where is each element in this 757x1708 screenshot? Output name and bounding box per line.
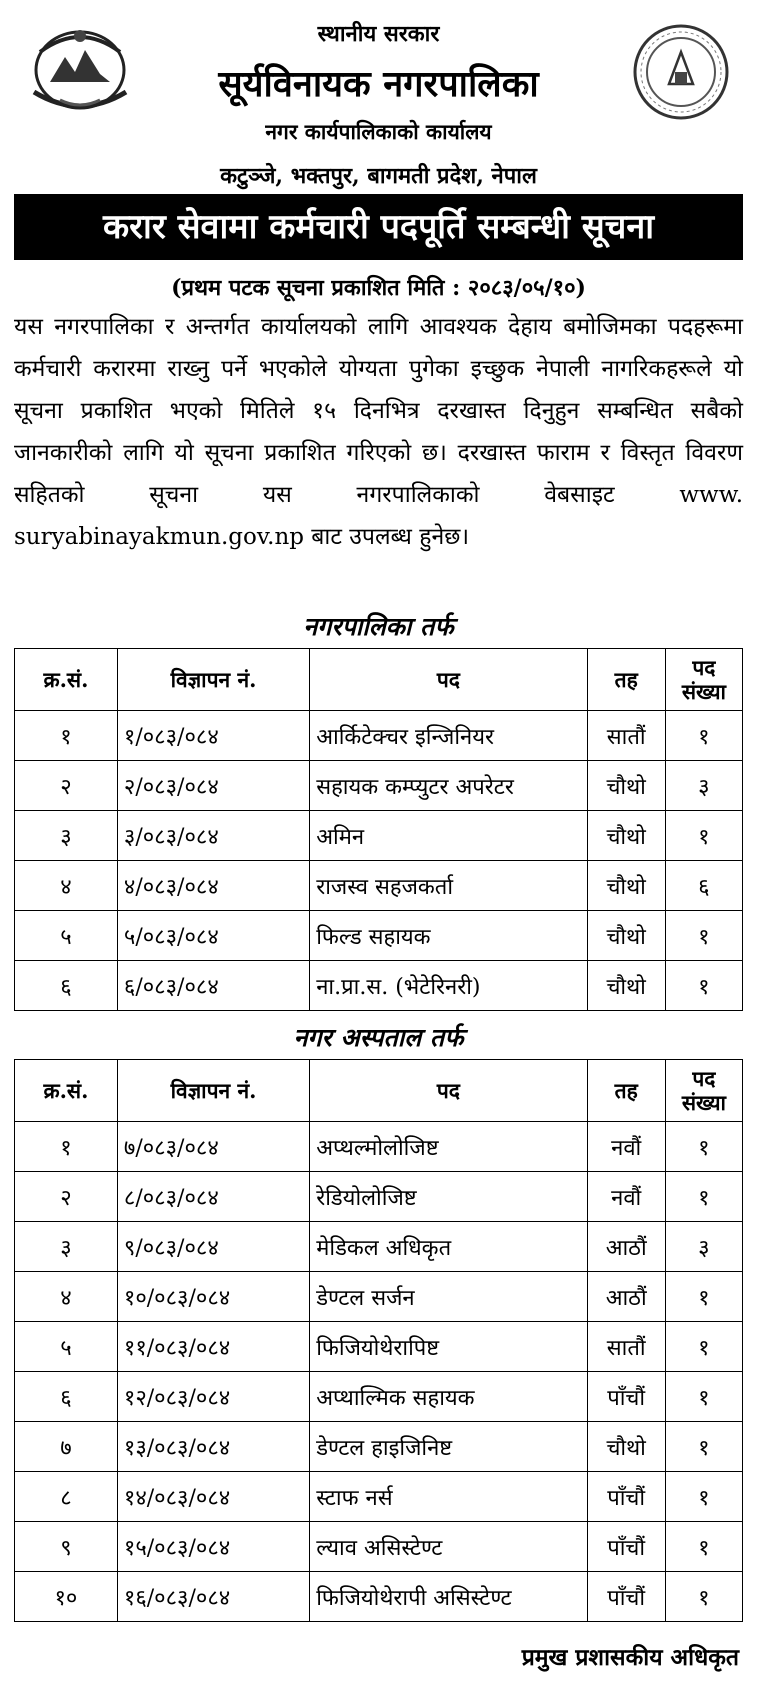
cell-sn: १ (15, 711, 118, 761)
cell-sn: ५ (15, 1322, 118, 1372)
column-header-level: तह (587, 649, 665, 711)
cell-count: १ (665, 1472, 742, 1522)
cell-level: चौथो (587, 911, 665, 961)
column-header-post: पद (310, 649, 587, 711)
cell-sn: ३ (15, 1222, 118, 1272)
table-row (15, 1472, 743, 1522)
cell-level: पाँचौं (587, 1572, 665, 1622)
column-header-count: पद संख्या (665, 649, 742, 711)
cell-count: १ (665, 1172, 742, 1222)
table-row (15, 1372, 743, 1422)
cell-ad-no: ११/०८३/०८४ (117, 1322, 309, 1372)
table-row (15, 1272, 743, 1322)
table-row (15, 911, 743, 961)
cell-sn: ९ (15, 1522, 118, 1572)
cell-sn: ६ (15, 961, 118, 1011)
cell-sn: २ (15, 761, 118, 811)
cell-post: अमिन (310, 811, 587, 861)
cell-post: रेडियोलोजिष्ट (310, 1172, 587, 1222)
vacancy-table-hospital (14, 1059, 743, 1622)
cell-ad-no: ७/०८३/०८४ (117, 1122, 309, 1172)
cell-count: १ (665, 1572, 742, 1622)
table-row (15, 1172, 743, 1222)
cell-post: ना.प्रा.स. (भेटेरिनरी) (310, 961, 587, 1011)
cell-post: ल्याव असिस्टेण्ट (310, 1522, 587, 1572)
cell-post: मेडिकल अधिकृत (310, 1222, 587, 1272)
column-header-post: पद (310, 1060, 587, 1122)
table-row (15, 1122, 743, 1172)
cell-level: नवौं (587, 1172, 665, 1222)
cell-sn: ५ (15, 911, 118, 961)
cell-post: स्टाफ नर्स (310, 1472, 587, 1522)
cell-ad-no: १/०८३/०८४ (117, 711, 309, 761)
cell-count: १ (665, 1322, 742, 1372)
cell-count: ३ (665, 761, 742, 811)
table-row (15, 1222, 743, 1272)
cell-ad-no: ५/०८३/०८४ (117, 911, 309, 961)
cell-post: फिजियोथेरापिष्ट (310, 1322, 587, 1372)
table-row (15, 761, 743, 811)
cell-level: आठौं (587, 1272, 665, 1322)
cell-ad-no: ४/०८३/०८४ (117, 861, 309, 911)
column-header-count: पद संख्या (665, 1060, 742, 1122)
column-header-sn: क्र.सं. (15, 1060, 118, 1122)
column-header-sn: क्र.सं. (15, 649, 118, 711)
cell-ad-no: ३/०८३/०८४ (117, 811, 309, 861)
municipality-seal-icon (631, 22, 731, 122)
notice-title: करार सेवामा कर्मचारी पदपूर्ति सम्बन्धी सूचना (14, 194, 743, 260)
cell-post: अप्थाल्मिक सहायक (310, 1372, 587, 1422)
cell-post: डेण्टल हाइजिनिष्ट (310, 1422, 587, 1472)
cell-count: १ (665, 1372, 742, 1422)
cell-count: १ (665, 961, 742, 1011)
cell-count: १ (665, 1522, 742, 1572)
cell-post: सहायक कम्प्युटर अपरेटर (310, 761, 587, 811)
cell-ad-no: ८/०८३/०८४ (117, 1172, 309, 1222)
cell-sn: १० (15, 1572, 118, 1622)
cell-count: ३ (665, 1222, 742, 1272)
cell-level: चौथो (587, 861, 665, 911)
notice-body: यस नगरपालिका र अन्तर्गत कार्यालयको लागि आवश्यक देहाय बमोजिमका पदहरूमा कर्मचारी करारमा राख्नु पर्ने भएकोले योग्यता पुगेका इच्छुक नेपाली नागरिकहरूले यो सूचना प्रकाशित भएको मितिले १५ दिनभित्र दरखास्त दिनुहुन सम्बन्धित सबैको जानकारीको लागि यो सूचना प्रकाशित गरिएको छ। दरखास्त फाराम र विस्तृत विवरण सहितको सूचना यस नगरपालिकाको वेबसाइट www. suryabinayakmun.gov.np बाट उपलब्ध हुनेछ। (14, 314, 743, 550)
cell-ad-no: ९/०८३/०८४ (117, 1222, 309, 1272)
table-row (15, 811, 743, 861)
cell-post: फिल्ड सहायक (310, 911, 587, 961)
cell-ad-no: १२/०८३/०८४ (117, 1372, 309, 1422)
cell-level: पाँचौं (587, 1372, 665, 1422)
publication-date: (प्रथम पटक सूचना प्रकाशित मिति : २०८३/०५/१०) (171, 275, 586, 301)
cell-count: १ (665, 711, 742, 761)
column-header-ad-no: विज्ञापन नं. (117, 1060, 309, 1122)
cell-ad-no: १५/०८३/०८४ (117, 1522, 309, 1572)
notice-header (14, 0, 743, 190)
cell-sn: ३ (15, 811, 118, 861)
cell-sn: ८ (15, 1472, 118, 1522)
cell-count: ६ (665, 861, 742, 911)
cell-sn: ४ (15, 861, 118, 911)
cell-post: आर्किटेक्चर इन्जिनियर (310, 711, 587, 761)
cell-level: आठौं (587, 1222, 665, 1272)
cell-ad-no: १०/०८३/०८४ (117, 1272, 309, 1322)
vacancy-table-municipality (14, 648, 743, 1011)
cell-post: अप्थल्मोलोजिष्ट (310, 1122, 587, 1172)
cell-level: चौथो (587, 1422, 665, 1472)
cell-post: राजस्व सहजकर्ता (310, 861, 587, 911)
office-name: नगर कार्यपालिकाको कार्यालय (265, 119, 492, 144)
table-row (15, 861, 743, 911)
cell-count: १ (665, 911, 742, 961)
table-row (15, 711, 743, 761)
cell-ad-no: १३/०८३/०८४ (117, 1422, 309, 1472)
cell-count: १ (665, 1272, 742, 1322)
cell-sn: ६ (15, 1372, 118, 1422)
cell-level: सातौं (587, 1322, 665, 1372)
municipality-name: सूर्यविनायक नगरपालिका (218, 63, 539, 105)
column-header-ad-no: विज्ञापन नं. (117, 649, 309, 711)
cell-ad-no: २/०८३/०८४ (117, 761, 309, 811)
cell-count: १ (665, 1422, 742, 1472)
cell-sn: ७ (15, 1422, 118, 1472)
table-row (15, 1322, 743, 1372)
cell-count: १ (665, 1122, 742, 1172)
cell-level: चौथो (587, 761, 665, 811)
cell-sn: २ (15, 1172, 118, 1222)
cell-sn: ४ (15, 1272, 118, 1322)
local-government-label: स्थानीय सरकार (317, 21, 440, 47)
cell-level: चौथो (587, 811, 665, 861)
cell-ad-no: १४/०८३/०८४ (117, 1472, 309, 1522)
cell-post: डेण्टल सर्जन (310, 1272, 587, 1322)
table-row (15, 1572, 743, 1622)
cell-ad-no: १६/०८३/०८४ (117, 1572, 309, 1622)
cell-ad-no: ६/०८३/०८४ (117, 961, 309, 1011)
cell-sn: १ (15, 1122, 118, 1172)
table-row (15, 1522, 743, 1572)
cell-level: पाँचौं (587, 1522, 665, 1572)
column-header-level: तह (587, 1060, 665, 1122)
section-title-hospital: नगर अस्पताल तर्फ (293, 1023, 464, 1052)
cell-level: पाँचौं (587, 1472, 665, 1522)
office-address: कटुञ्जे, भक्तपुर, बागमती प्रदेश, नेपाल (220, 163, 537, 189)
cell-count: १ (665, 811, 742, 861)
table-row (15, 961, 743, 1011)
cell-post: फिजियोथेरापी असिस्टेण्ट (310, 1572, 587, 1622)
table-row (15, 1422, 743, 1472)
cell-level: सातौं (587, 711, 665, 761)
signatory-title: प्रमुख प्रशासकीय अधिकृत (521, 1644, 739, 1671)
cell-level: नवौं (587, 1122, 665, 1172)
section-title-municipality: नगरपालिका तर्फ (303, 612, 454, 641)
cell-level: चौथो (587, 961, 665, 1011)
